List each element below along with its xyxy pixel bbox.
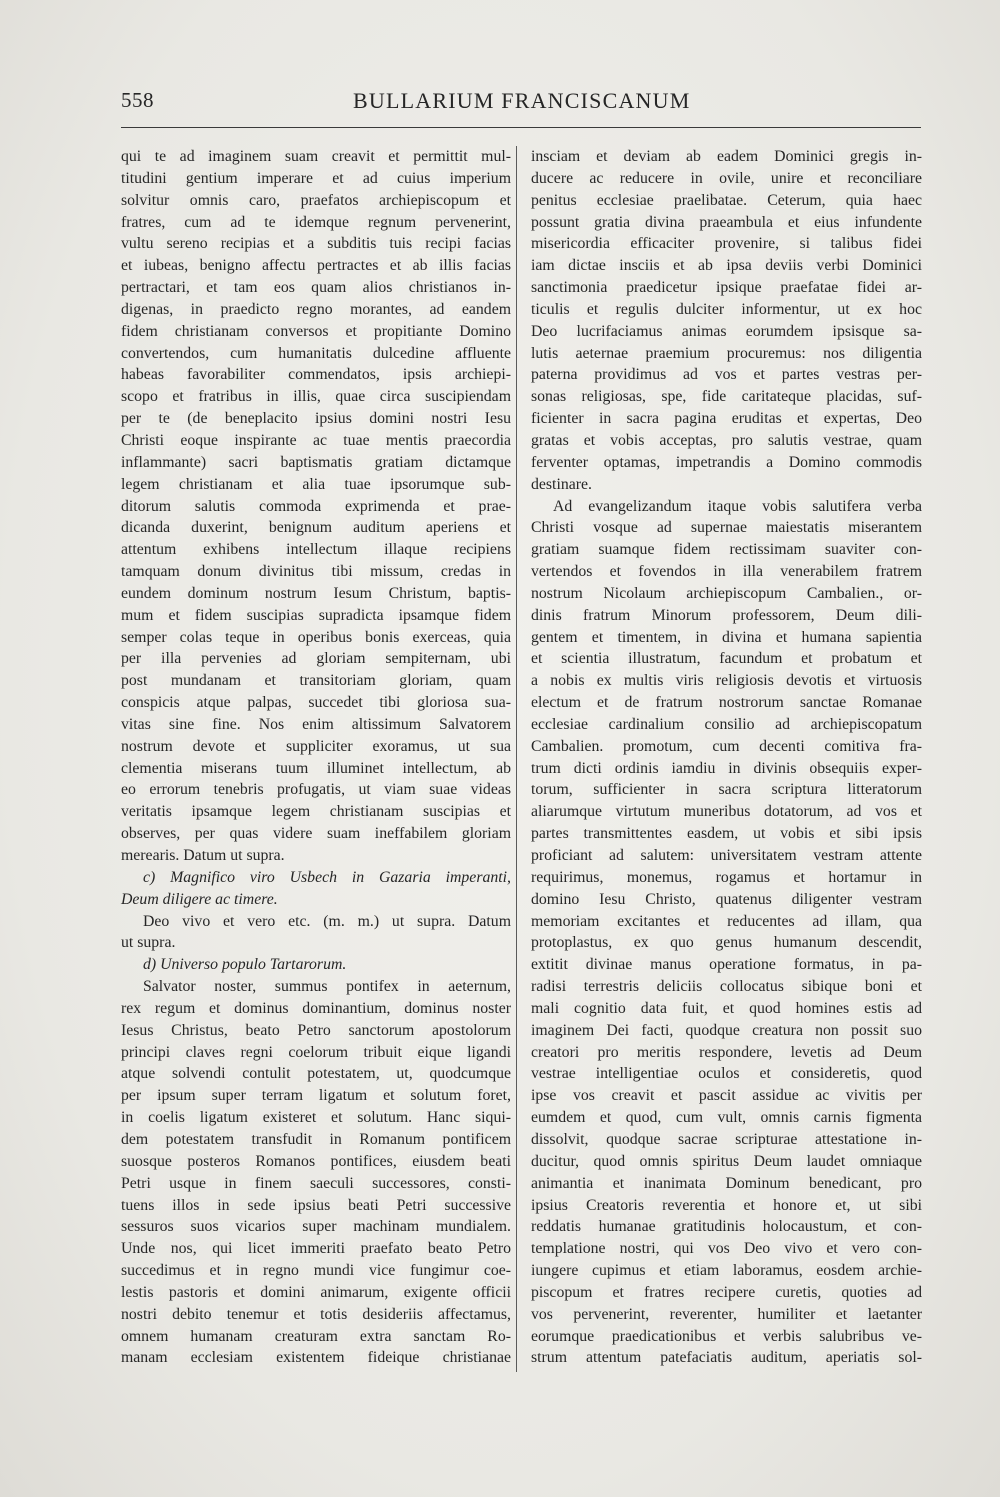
text-line: Ad evangelizandum itaque vobis salutifera verba	[553, 497, 922, 515]
text-line: reddatis humanae gratitudinis holocaustum, et con-	[531, 1218, 922, 1236]
text-line: principi claves regni coelorum tribuit eique ligandi	[121, 1043, 511, 1061]
text-line: torum, sufficienter in sacra scriptura litteratorum	[531, 781, 922, 799]
text-line: et scientia illustratum, facundum et probatum et	[531, 650, 922, 668]
text-line: Unde nos, qui licet immeriti praefato beato Petro	[121, 1240, 511, 1258]
text-line: Deo vivo et vero etc. (m. m.) ut supra. Datum	[143, 912, 511, 930]
text-line: dissolvit, quodque sacrae scripturae attestatione in-	[531, 1130, 922, 1148]
page-header	[121, 88, 919, 120]
text-line: trum dicti ordinis iamdiu in divinis obsequiis exper-	[531, 759, 922, 777]
text-line: veritatis ipsamque legem christianam suscipias et	[121, 803, 511, 821]
text-line: fratres, cum ad te idemque regnum pervenerint,	[121, 213, 511, 231]
text-line: Christi vosque ad supernae maiestatis miserantem	[531, 519, 922, 537]
text-line: titudini gentium imperare et ad cuius imperium	[121, 169, 511, 187]
text-line: lestis pastoris et domini animarum, exigente officii	[121, 1283, 511, 1301]
text-line: mali cognitio data fuit, et quod homines estis ad	[531, 999, 922, 1017]
text-line: post mundanam et transitoriam gloriam, quam	[121, 672, 511, 690]
text-line: possunt gratia divina praeambula et eius infundente	[531, 213, 922, 231]
text-line: iungere cupimus et etiam laboramus, eosdem archie-	[531, 1262, 922, 1280]
page-number: 558	[121, 88, 154, 112]
text-line: requirimus, monemus, rogamus et hortamur in	[531, 868, 922, 886]
text-line: suosque posteros Romanos pontifices, eiusdem beati	[121, 1152, 511, 1170]
text-line: vertendos et fovendos in illa venerabilem fratrem	[531, 563, 922, 581]
text-line: tuens illos in sede ipsius beati Petri successive	[121, 1196, 511, 1214]
text-line: tamquam donum divinitus tibi missum, credas in	[121, 563, 511, 581]
text-line: succedimus et in regno mundi vice fungimur coe-	[121, 1262, 511, 1280]
text-line: clementia miserans tuum illuminet intellectum, ab	[121, 759, 511, 777]
text-line: Petri usque in finem saeculi successores, consti-	[121, 1174, 511, 1192]
left-column	[121, 146, 511, 1369]
text-line: domino Iesu Christo, quatenus diligenter vestram	[531, 890, 922, 908]
text-line: c) Magnifico viro Usbech in Gazaria imperanti,	[143, 868, 511, 886]
text-line: nostri debito tenemur et totis desideriis affectamus,	[121, 1305, 511, 1323]
text-line: manam ecclesiam existentem fideique christianae	[121, 1349, 511, 1367]
text-line: dinis fratrum Minorum professorem, Deum dili-	[531, 606, 922, 624]
text-line: penitus ecclesiae praelibatae. Ceterum, quia haec	[531, 191, 922, 209]
text-line: ecclesiae cardinalium consilio ad archiepiscopatum	[531, 715, 922, 733]
text-line: per te (de beneplacito ipsius domini nostri Iesu	[121, 410, 511, 428]
text-line: per ipsum super terram ligatum et solutum foret,	[121, 1087, 511, 1105]
column-rule	[516, 146, 517, 1372]
text-line: electum et de fratrum nostrorum sanctae Romanae	[531, 694, 922, 712]
text-line: memoriam excitantes et reducentes ad illam, qua	[531, 912, 922, 930]
text-line: Salvator noster, summus pontifex in aeternum,	[143, 978, 511, 996]
text-line: omnem humanam creaturam extra sanctam Ro-	[121, 1327, 511, 1345]
text-line: vitas sine fine. Nos enim altissimum Salvatorem	[121, 715, 511, 733]
text-line: observes, per quas videre suam ineffabilem gloriam	[121, 825, 511, 843]
text-line: protoplastus, ex quo genus humanum descendit,	[531, 934, 922, 952]
text-line: digenas, in praedicto regno morantes, ad eandem	[121, 300, 511, 318]
text-line: paterna providimus ad vos et partes vestras per-	[531, 366, 922, 384]
text-line: eo errorum tenebris profugatis, ut viam suae videas	[121, 781, 511, 799]
text-line: templatione nostri, qui vos Deo vivo et vero con-	[531, 1240, 922, 1258]
header-rule	[121, 127, 921, 128]
text-line: per illa pervenies ad gloriam sempiternam, ubi	[121, 650, 511, 668]
text-line: sanctimonia praedicetur ipsique praefatae fidei ar-	[531, 279, 922, 297]
text-line: et iubeas, benigno affectu pertractes et ab illis facias	[121, 257, 511, 275]
text-line: convertendos, cum humanitatis dulcedine affluente	[121, 344, 511, 362]
text-line: gratas et vobis acceptas, pro salutis vestrae, quam	[531, 431, 922, 449]
text-line: eumdem et quod, cum vult, omnis carnis figmenta	[531, 1109, 922, 1127]
text-line: imaginem Dei facti, quodque creatura non possit suo	[531, 1021, 922, 1039]
text-line: vos pervenerint, reverenter, humiliter et laetanter	[531, 1305, 922, 1323]
text-line: Deo lucrifaciamus animas eorumdem ipsisque sa-	[531, 322, 922, 340]
text-line: strum attentum patefaciatis auditum, aperiatis sol-	[531, 1349, 922, 1367]
text-line: mum et fidem suscipias supradicta ipsamque fidem	[121, 606, 511, 624]
text-line: semper colas teque in operibus bonis exerceas, quia	[121, 628, 511, 646]
text-line: Iesus Christus, beato Petro sanctorum apostolorum	[121, 1021, 511, 1039]
text-line: ditorum salutis commoda exprimenda et prae-	[121, 497, 511, 515]
text-line: Deum diligere ac timere.	[121, 890, 278, 908]
text-line: Cambalien. promotum, cum decenti comitiva fra-	[531, 737, 922, 755]
text-line: proficiant ad salutem: universitatem vestram attente	[531, 847, 922, 864]
text-line: scopo et fratribus in illis, quae circa suscipiendam	[121, 388, 511, 406]
text-line: sonas religiosas, spe, fide caritateque placidas, suf-	[531, 388, 922, 406]
text-line: Christi eoque inspirante ac tuae mentis praecordia	[121, 431, 511, 449]
text-line: aliarumque virtutum muneribus dotatorum, ad vos et	[531, 803, 922, 821]
text-line: eundem dominum nostrum Iesum Christum, baptis-	[121, 584, 511, 602]
text-line: gratiam suamque fidem rectissimam suaviter con-	[531, 541, 922, 559]
text-line: fidem christianam conversos et propitiante Domino	[121, 322, 511, 340]
text-line: dem potestatem transfudit in Romanum pontificem	[121, 1130, 511, 1148]
text-line: sessuros suos vicarios super machinam mundialem.	[121, 1218, 511, 1236]
text-line: nostrum Nicolaum archiepiscopum Cambalien., or-	[531, 584, 922, 602]
text-line: ficienter in sacra pagina eruditas et expertas, Deo	[531, 410, 922, 428]
text-line: vestrae intelligentiae oculos et consideretis, quod	[531, 1065, 922, 1083]
text-line: eorumque praedicationibus et verbis salubribus ve-	[531, 1327, 922, 1345]
text-line: ducere ac reducere in ovile, unire et reconciliare	[531, 169, 922, 187]
text-line: solvitur omnis caro, praefatos archiepiscopum et	[121, 191, 511, 209]
text-line: misericordia efficaciter provenire, si talibus fidei	[531, 235, 922, 253]
text-line: lutis aeternae praemium procuremus: nos diligentia	[531, 344, 922, 362]
text-line: qui te ad imaginem suam creavit et permittit mul-	[121, 148, 511, 165]
text-line: atque solvendi contulit potestatem, ut, quodcumque	[121, 1065, 511, 1083]
text-line: destinare.	[531, 475, 592, 493]
text-line: attentum exhibens intellectum illaque recipiens	[121, 541, 511, 559]
right-column	[531, 146, 922, 1369]
text-line: piscopum et fratres recipere curetis, quoties ad	[531, 1283, 922, 1301]
text-line: creatori pro meritis respondere, levetis ad Deum	[531, 1043, 922, 1061]
text-line: radisi terrestris deliciis collocatus sibique boni et	[531, 978, 922, 996]
text-line: pertractari, et tam eos quam alios christianos in-	[121, 279, 511, 297]
text-line: inflammante) sacri baptismatis gratiam dictamque	[121, 453, 511, 471]
text-line: ipse vos creavit et pascit assidue ac vivitis per	[531, 1087, 922, 1105]
text-line: partes transmittentes easdem, ut vobis et sibi ipsis	[531, 825, 922, 843]
text-line: insciam et deviam ab eadem Dominici gregis in-	[531, 148, 922, 165]
running-head: BULLARIUM FRANCISCANUM	[353, 88, 691, 113]
text-line: extitit divinae manus operatione formatus, in pa-	[531, 956, 922, 974]
text-line: nostrum devote et suppliciter exoramus, ut sua	[121, 737, 511, 755]
text-line: legem christianam et alia tuae ipsorumque sub-	[121, 475, 511, 493]
text-line: ticulis et regulis dulciter informentur, ut ex hoc	[531, 300, 922, 318]
text-line: ferventer optamas, impetrandis a Domino commodis	[531, 453, 922, 471]
text-line: gentem et timentem, in divina et humana sapientia	[531, 628, 922, 646]
text-line: habeas favorabiliter commendatos, ipsis archiepi-	[121, 366, 511, 384]
text-line: ipsius Creatoris reverentia et honore et, ut sibi	[531, 1196, 922, 1214]
text-line: conspicis atque palpas, succedet tibi gloriosa sua-	[121, 694, 511, 712]
text-line: merearis. Datum ut supra.	[121, 847, 285, 864]
text-line: dicanda duxerint, benignum auditum aperiens et	[121, 519, 511, 537]
text-line: animantia et inanimata Dominum benedicant, pro	[531, 1174, 922, 1192]
text-line: vultu sereno recipias et a subditis tuis recipi facias	[121, 235, 511, 253]
text-line: d) Universo populo Tartarorum.	[143, 956, 347, 974]
text-line: ducitur, quod omnis spiritus Deum laudet omniaque	[531, 1152, 922, 1170]
text-line: ut supra.	[121, 934, 176, 952]
text-line: a nobis ex multis viris religiosis devotis et virtuosis	[531, 672, 922, 690]
text-line: in coelis ligatum existeret et solutum. Hanc siqui-	[121, 1109, 511, 1127]
text-line: iam dictae insciis et ab ipsa deviis verbi Dominici	[531, 257, 922, 275]
text-line: rex regum et dominus dominantium, dominus noster	[121, 999, 511, 1017]
